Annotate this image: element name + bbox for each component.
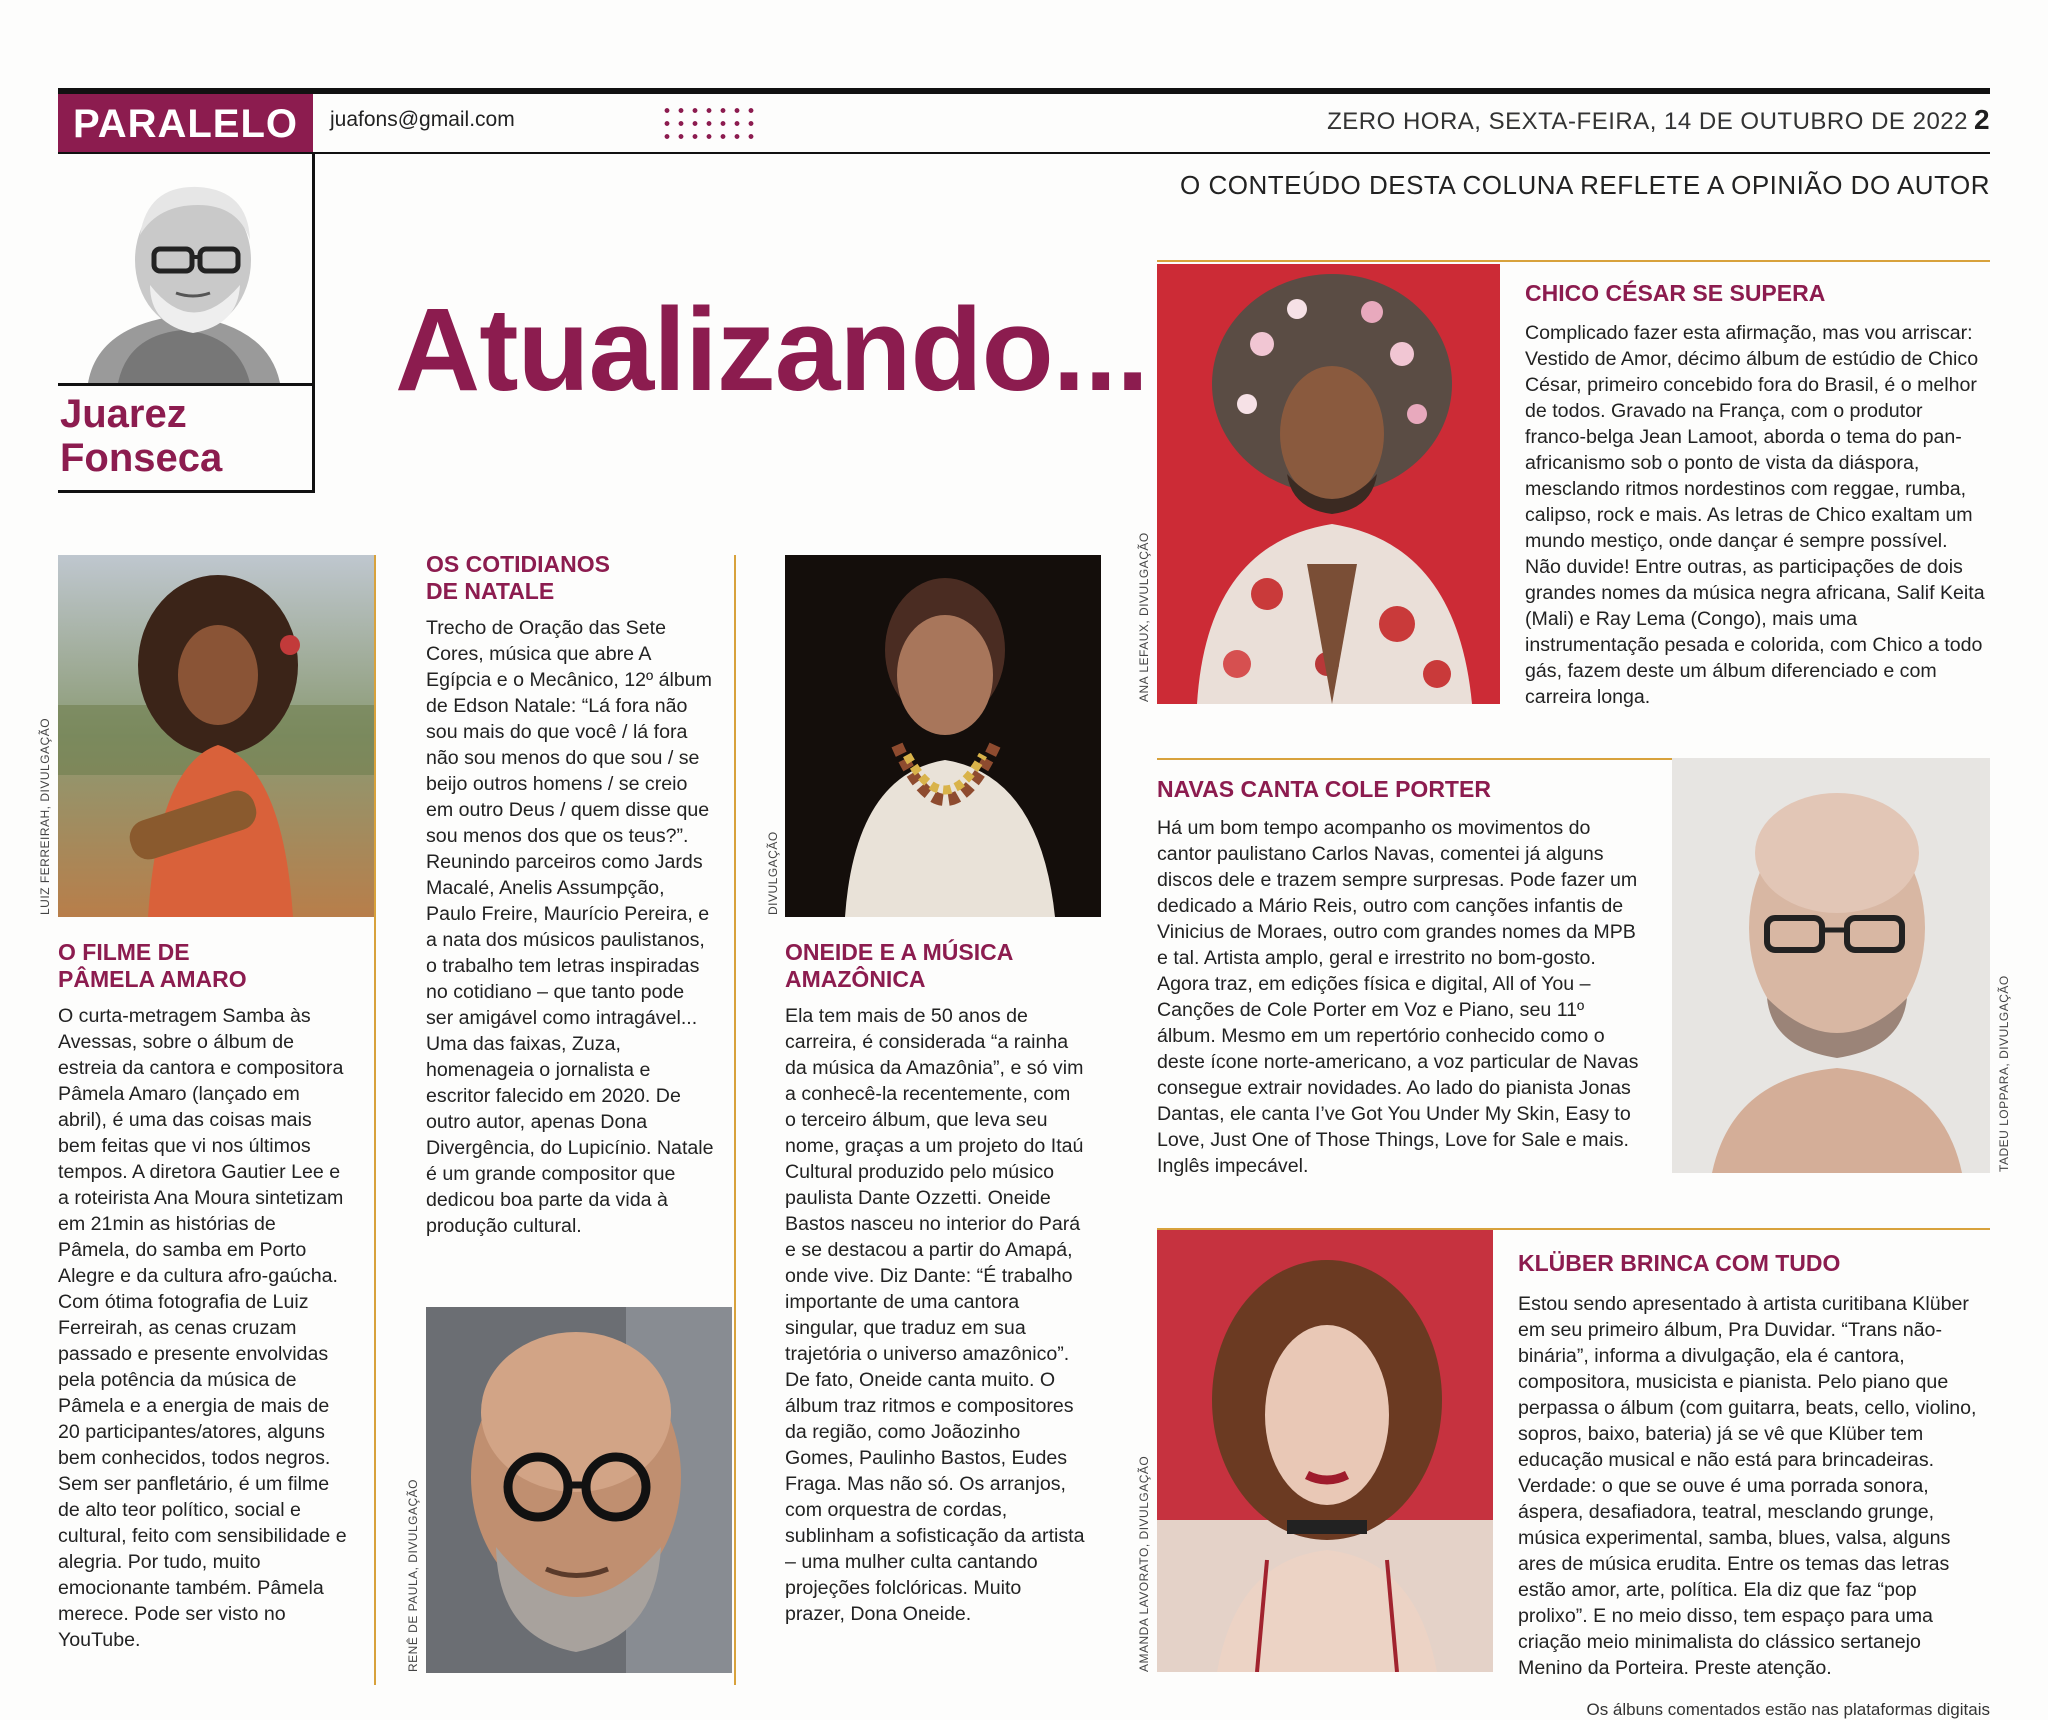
kluber-photo xyxy=(1157,1230,1493,1672)
footer-note: Os álbuns comentados estão nas plataformas digitais xyxy=(1586,1700,1990,1719)
pamela-kicker-line2: PÂMELA AMARO xyxy=(58,966,247,992)
kluber-body-text: Estou sendo apresentado à artista curitibana Klüber em seu primeiro álbum, Pra Duvidar. “Trans não-binária”, informa a divulgação, ela é cantora, compositora, musicista e pianista. Pelo piano que perpassa o álbum (com guitarra, beats, cello, violino, sopros, baixo, bateria) já se vê que Klüber tem educação musical e não está para brincadeiras. Verdade: o que se ouve é uma porrada sonora, áspera, desafiadora, teatral, mesclando grunge, música experimental, samba, blues, valsa, alguns ares de música erudita. Entre os temas das letras estão amor, arte, política. Ela diz que faz “pop prolixo”. E no meio disso, tem espaço para uma criação meio minimalista do clássico sertanejo Menino da Porteira. Preste atenção. xyxy=(1518,1293,1977,1679)
oneide-body-text: Ela tem mais de 50 anos de carreira, é considerada “a rainha da música da Amazônia”, e só vim a conhecê-la recentemente, com o terceiro álbum, que leva seu nome, graças a um projeto do Itaú Cultural produzido pelo músico paulista Dante Ozzetti. Oneide Bastos nasceu no interior do Pará e se destacou a partir do Amapá, onde vive. Diz Dante: “É trabalho importante de uma cantora singular, que traduz em sua trajetória o universo amazônico”. De fato, Oneide canta muito. O álbum traz ritmos e compositores da região, como Joãozinho Gomes, Paulinho Bastos, Eudes Fraga. Mas não só. Os arranjos, com orquestra de cordas, sublinham a sofisticação da artista – uma mulher culta cantando projeções folclóricas. Muito prazer, Dona Oneide. xyxy=(785,1005,1085,1625)
oneide-photo xyxy=(785,555,1101,917)
kluber-photo-credit: AMANDA LAVORATO, DIVULGAÇÃO xyxy=(1137,1455,1151,1672)
pamela-photo xyxy=(58,555,374,917)
kluber-kicker: KLÜBER BRINCA COM TUDO xyxy=(1518,1250,1841,1276)
author-first-name: Juarez xyxy=(60,392,187,436)
author-rule xyxy=(58,383,312,386)
oneide-kicker-line2: AMAZÔNICA xyxy=(785,966,926,992)
column-divider xyxy=(734,555,736,1685)
navas-body xyxy=(1157,815,1644,1179)
page-headline: Atualizando... xyxy=(395,284,1148,416)
dateline: ZERO HORA, SEXTA-FEIRA, 14 DE OUTUBRO DE 2022 xyxy=(1327,108,1968,135)
chico-kicker: CHICO CÉSAR SE SUPERA xyxy=(1525,280,1826,306)
author-name xyxy=(60,392,222,480)
pamela-kicker xyxy=(58,939,368,993)
chico-body-text: Complicado fazer esta afirmação, mas vou arriscar: Vestido de Amor, décimo álbum de estúdio de Chico César, primeiro concebido fora do Brasil, é o melhor de todos. Gravado na França, com o produtor franco-belga Jean Lamoot, aborda o tema do pan-africanismo sob o ponto de vista da diáspora, mesclando ritmos nordestinos com reggae, rumba, calipso, rock e mais. As letras de Chico exaltam um mundo mestiço, onde dançar é sempre possível. Não duvide! Entre outras, as participações de dois grandes nomes da música negra africana, Salif Keita (Mali) e Ray Lema (Congo), mais uma instrumentação pesada e colorida, com Chico a todo gás, fazem deste um álbum diferenciado e com carreira longa. xyxy=(1525,322,1985,708)
natale-kicker xyxy=(426,551,716,605)
section-divider xyxy=(1157,260,1990,262)
oneide-kicker-line1: ONEIDE E A MÚSICA xyxy=(785,939,1014,965)
natale-photo-credit: RENÊ DE PAULA, DIVULGAÇÃO xyxy=(406,1479,420,1672)
kluber-body xyxy=(1518,1291,1990,1681)
pamela-photo-credit: LUIZ FERREIRAH, DIVULGAÇÃO xyxy=(38,717,52,915)
oneide-photo-credit: DIVULGAÇÃO xyxy=(766,831,780,915)
natale-kicker-line2: DE NATALE xyxy=(426,578,555,604)
author-email[interactable]: juafons@gmail.com xyxy=(330,108,515,131)
navas-photo-credit: TADEU LOPPARA, DIVULGAÇÃO xyxy=(1997,975,2011,1172)
top-rule xyxy=(58,88,1990,94)
natale-body-text: Trecho de Oração das Sete Cores, música que abre A Egípcia e o Mecânico, 12º álbum de Edson Natale: “Lá fora não sou mais do que você / lá fora não sou menos do que sou / se beijo outros homens / se creio em outro Deus / quem disse que sou menos dos que os teus?”. Reunindo parceiros como Jards Macalé, Anelis Assumpção, Paulo Freire, Maurício Pereira, e a nata dos músicos paulistanos, o trabalho tem letras inspiradas no cotidiano – que tanto pode ser amigável como intragável... Uma das faixas, Zuza, homenageia o jornalista e escritor falecido em 2020. De outro autor, apenas Dona Divergência, do Lupicínio. Natale é um grande compositor que dedicou boa parte da vida à produção cultural. xyxy=(426,617,714,1237)
oneide-kicker xyxy=(785,939,1095,993)
opinion-note: O CONTEÚDO DESTA COLUNA REFLETE A OPINIÃO DO AUTOR xyxy=(1180,170,1990,200)
pamela-body xyxy=(58,1003,350,1653)
natale-photo xyxy=(426,1307,732,1673)
navas-body-text: Há um bom tempo acompanho os movimentos do cantor paulistano Carlos Navas, comentei já alguns discos dele e trazem sempre surpresas. Pode fazer um dedicado a Mário Reis, outro com canções infantis de Vinicius de Moraes, outro com grandes nomes da MPB e tal. Artista amplo, geral e irrestrito no bom-gosto. Agora traz, em edições física e digital, All of You – Canções de Cole Porter em Voz e Piano, seu 11º álbum. Mesmo em um repertório conhecido como o deste ícone norte-americano, a voz particular de Navas consegue extrair novidades. Ao lado do pianista Jonas Dantas, ele canta I’ve Got You Under My Skin, Easy to Love, Just One of Those Things, Love for Sale e mais. Inglês impecável. xyxy=(1157,817,1639,1177)
chico-body xyxy=(1525,320,1985,710)
navas-photo xyxy=(1672,758,1990,1173)
oneide-body xyxy=(785,1003,1085,1627)
pamela-body-text: O curta-metragem Samba às Avessas, sobre o álbum de estreia da cantora e compositora Pâmela Amaro (lançado em abril), é uma das coisas mais bem feitas que vi nos últimos tempos. A diretora Gautier Lee e a roteirista Ana Moura sintetizam em 21min as histórias de Pâmela, do samba em Porto Alegre e da cultura afro-gaúcha. Com ótima fotografia de Luiz Ferreirah, as cenas cruzam passado e presente envolvidas pela potência da música de Pâmela e a energia de mais de 20 participantes/atores, alguns bem conhecidos, todos negros. Sem ser panfletário, é um filme de alto teor político, social e cultural, feito com sensibilidade e alegria. Por tudo, muito emocionante também. Pâmela merece. Pode ser visto no YouTube. xyxy=(58,1005,347,1651)
author-last-name: Fonseca xyxy=(60,436,223,480)
natale-body xyxy=(426,615,716,1239)
natale-kicker-line1: OS COTIDIANOS xyxy=(426,551,611,577)
page-number: 2 xyxy=(1974,104,1990,135)
author-photo xyxy=(58,165,308,383)
masthead-rule xyxy=(58,152,1990,154)
chico-photo xyxy=(1157,264,1500,704)
chico-photo-credit: ANA LEFAUX, DIVULGAÇÃO xyxy=(1137,532,1151,702)
column-divider xyxy=(374,555,376,1685)
section-tab: PARALELO xyxy=(58,94,313,154)
pamela-kicker-line1: O FILME DE xyxy=(58,939,190,965)
navas-kicker: NAVAS CANTA COLE PORTER xyxy=(1157,776,1491,802)
decorative-dots xyxy=(660,104,760,144)
